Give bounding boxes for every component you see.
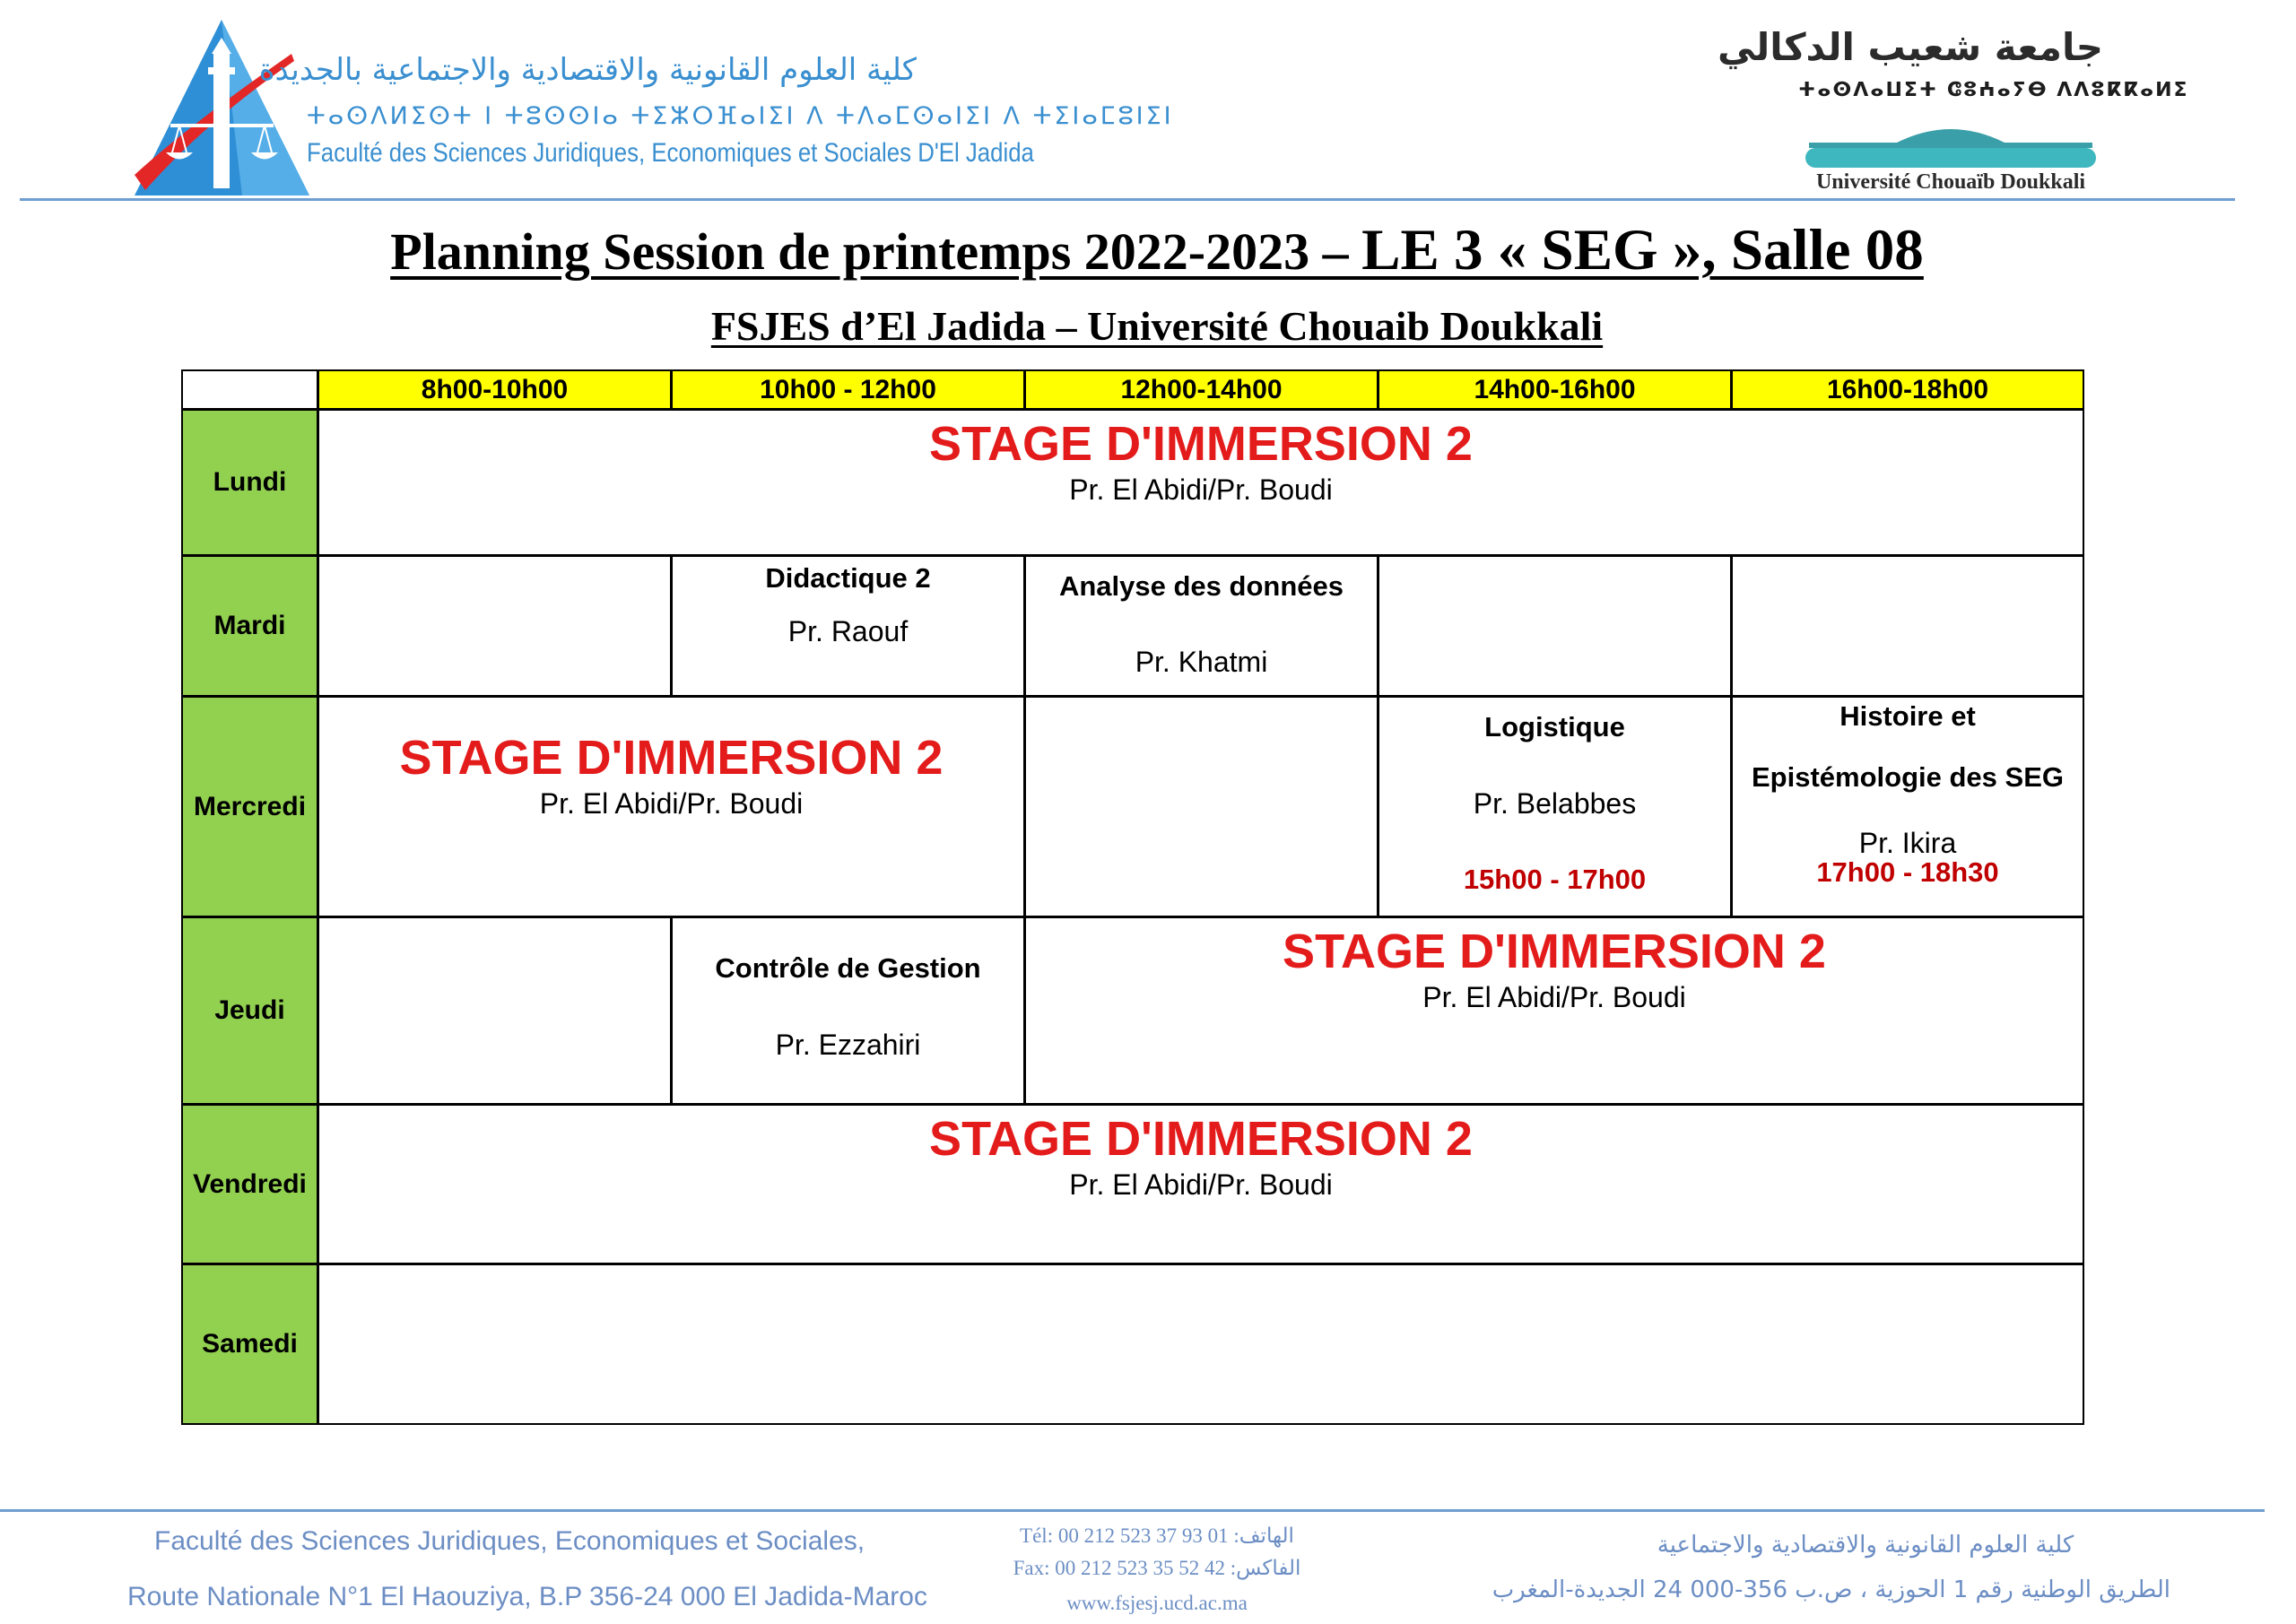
lundi-stage-cell [317, 409, 2084, 556]
course-name: Histoire et [1839, 700, 1976, 732]
course-name-line-2: Epistémologie des SEG [1752, 761, 2064, 793]
course-cell-analyse [1024, 555, 1378, 697]
footer-website[interactable]: www.fsjesj.ucd.ac.ma [1066, 1592, 1248, 1614]
stage-professors: Pr. El Abidi/Pr. Boudi [1069, 1168, 1333, 1201]
university-name-tifinagh: ⵜⴰⵙⴷⴰⵡⵉⵜ ⵛⵓⵄⴰⵢⴱ ⴷⴷⵓⴽⴽⴰⵍⵉ [1798, 79, 2189, 101]
course-professor: Pr. Belabbes [1473, 787, 1637, 820]
day-label-mardi: Mardi [181, 555, 318, 697]
footer-arabic-line-1: كلية العلوم القانونية والاقتصادية والاجتماعية [1657, 1532, 2074, 1559]
empty-slot [1731, 555, 2084, 697]
stage-professors: Pr. El Abidi/Pr. Boudi [1422, 981, 1686, 1013]
course-name: Logistique [1484, 711, 1625, 743]
course-time: 17h00 - 18h30 [1816, 856, 1999, 888]
stage-title: STAGE D'IMMERSION 2 [1283, 925, 1826, 978]
page-subtitle: FSJES d’El Jadida – Université Chouaib Doukkali [710, 303, 1604, 349]
slot-header: 14h00-16h00 [1378, 369, 1732, 410]
footer-address-line-1: Faculté des Sciences Juridiques, Economiques et Sociales, [154, 1526, 865, 1556]
day-label-jeudi: Jeudi [181, 916, 318, 1105]
course-professor: Pr. Ezzahiri [775, 1029, 921, 1061]
stage-professors: Pr. El Abidi/Pr. Boudi [539, 787, 804, 820]
course-time: 15h00 - 17h00 [1463, 864, 1647, 895]
course-cell-histoire [1731, 696, 2084, 917]
slot-header: 10h00 - 12h00 [671, 369, 1025, 410]
day-label-vendredi: Vendredi [181, 1104, 318, 1264]
empty-slot [317, 916, 672, 1105]
course-professor: Pr. Ikira [1858, 827, 1957, 859]
faculty-name-french: Faculté des Sciences Juridiques, Economiques et Sociales D'El Jadida [307, 138, 1034, 168]
jeudi-stage-cell [1024, 916, 2084, 1105]
empty-slot [1024, 696, 1378, 917]
stage-title: STAGE D'IMMERSION 2 [929, 1112, 1473, 1166]
vendredi-stage-cell [317, 1104, 2084, 1264]
faculty-logo [135, 18, 309, 197]
course-name: Analyse des données [1058, 570, 1344, 602]
footer-arabic-line-2: الطريق الوطنية رقم 1 الحوزية ، ص.ب 356-000 24 الجديدة-المغرب [1492, 1576, 2170, 1603]
corner-cell [181, 369, 318, 410]
empty-slot [317, 555, 672, 697]
slot-header: 16h00-18h00 [1731, 369, 2084, 410]
timetable [182, 370, 2085, 1426]
footer-address-line-2: Route Nationale N°1 El Haouziya, B.P 356-24 000 El Jadida-Maroc [127, 1582, 927, 1611]
faculty-name-arabic: كلية العلوم القانونية والاقتصادية والاجتماعية بالجديدة [258, 52, 917, 88]
stage-title: STAGE D'IMMERSION 2 [399, 731, 944, 785]
samedi-empty-cell [317, 1264, 2084, 1425]
title-part-2: LE 3 « SEG », Salle 08 [1361, 218, 1924, 282]
empty-slot [1378, 555, 1732, 697]
day-label-lundi: Lundi [181, 409, 318, 556]
slot-header: 12h00-14h00 [1024, 369, 1378, 410]
university-name-french: Université Chouaïb Doukkali [1815, 170, 2086, 194]
footer-divider [0, 1509, 2265, 1512]
course-cell-didactique [671, 555, 1025, 697]
footer-fax: Fax: 00 212 523 35 52 42 :الفاكس [1013, 1557, 1301, 1579]
stage-professors: Pr. El Abidi/Pr. Boudi [1069, 473, 1333, 506]
course-cell-controle [671, 916, 1025, 1105]
university-logo [1798, 112, 2103, 169]
course-cell-logistique [1378, 696, 1732, 917]
mercredi-stage-cell [317, 696, 1025, 917]
page-title [0, 217, 2296, 284]
day-label-samedi: Samedi [181, 1264, 318, 1425]
course-professor: Pr. Raouf [787, 615, 909, 647]
course-name: Didactique 2 [765, 562, 931, 594]
footer-phone: Tél: 00 212 523 37 93 01 :الهاتف [1020, 1524, 1294, 1547]
title-part-1: Planning Session de printemps 2022-2023 – [390, 222, 1362, 281]
header-divider [20, 198, 2235, 201]
faculty-name-tifinagh: ⵜⴰⵙⴷⵍⵉⵙⵜ ⵏ ⵜⵓⵙⵙⵏⴰ ⵜⵉⵣⵔⴼⴰⵏⵉⵏ ⴷ ⵜⴷⴰⵎⵙⴰⵏⵉⵏ ⴷ ⵜⵉⵏⴰⵎⵓⵏⵉⵏ [307, 102, 1174, 130]
course-name: Contrôle de Gestion [715, 952, 981, 984]
university-name-arabic: جامعة شعيب الدكالي [1718, 25, 2103, 69]
stage-title: STAGE D'IMMERSION 2 [929, 417, 1473, 471]
slot-header: 8h00-10h00 [317, 369, 672, 410]
day-label-mercredi: Mercredi [181, 696, 318, 917]
course-professor: Pr. Khatmi [1135, 646, 1268, 678]
